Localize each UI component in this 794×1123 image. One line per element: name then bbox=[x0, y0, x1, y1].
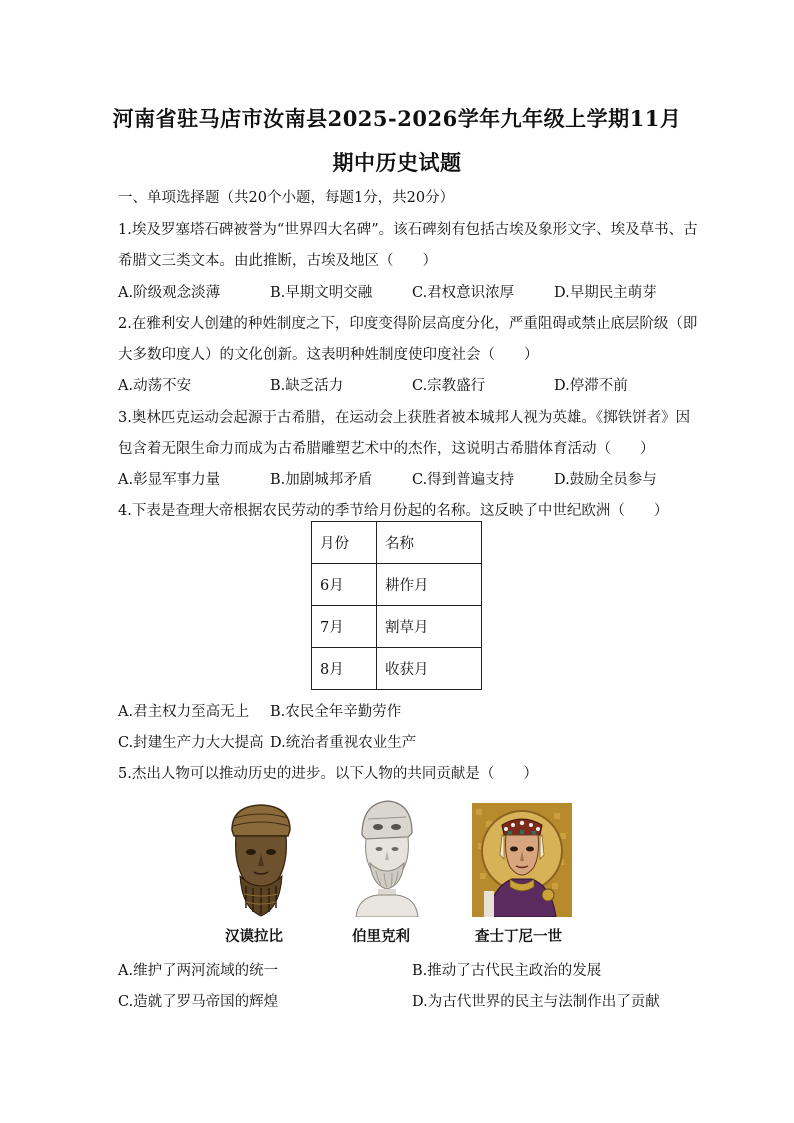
q1-stem-line1: 1.埃及罗塞塔石碑被誉为“世界四大名碑”。该石碑刻有包括古埃及象形文字、埃及草书、古 bbox=[118, 222, 698, 238]
justinian-mosaic-image bbox=[472, 803, 572, 917]
q1-option-c: C.君权意识浓厚 bbox=[412, 285, 515, 301]
table-cell: 收获月 bbox=[377, 648, 482, 690]
q4-option-b: B.农民全年辛勤劳作 bbox=[270, 704, 402, 720]
table-header-row bbox=[312, 522, 482, 564]
q2-option-b: B.缺乏活力 bbox=[270, 378, 344, 394]
q5-option-a: A.维护了两河流域的统一 bbox=[118, 963, 279, 979]
table-row bbox=[312, 648, 482, 690]
table-cell: 耕作月 bbox=[377, 564, 482, 606]
q1-option-a: A.阶级观念淡薄 bbox=[118, 285, 221, 301]
caption-pericles: 伯里克利 bbox=[352, 929, 410, 945]
q2-option-d: D.停滞不前 bbox=[554, 378, 628, 394]
table-header-cell: 月份 bbox=[312, 522, 377, 564]
q2-option-a: A.动荡不安 bbox=[118, 378, 192, 394]
caption-hammurabi: 汉谟拉比 bbox=[225, 929, 283, 945]
q4-month-table bbox=[311, 521, 482, 690]
q3-option-a: A.彰显军事力量 bbox=[118, 472, 221, 488]
table-cell: 8月 bbox=[312, 648, 377, 690]
q3-option-b: B.加剧城邦矛盾 bbox=[270, 472, 373, 488]
q1-option-b: B.早期文明交融 bbox=[270, 285, 373, 301]
hammurabi-bust-image bbox=[222, 800, 300, 918]
pericles-bust-image bbox=[348, 797, 424, 917]
table-row bbox=[312, 564, 482, 606]
doc-title-line1: 河南省驻马店市汝南县2025-2026学年九年级上学期11月 bbox=[112, 106, 682, 131]
q5-option-c: C.造就了罗马帝国的辉煌 bbox=[118, 994, 279, 1010]
section-heading: 一、单项选择题（共20个小题，每题1分，共20分） bbox=[118, 190, 455, 206]
table-cell: 6月 bbox=[312, 564, 377, 606]
q5-stem-line1: 5.杰出人物可以推动历史的进步。以下人物的共同贡献是（ ） bbox=[118, 766, 538, 782]
q2-stem-line2: 大多数印度人）的文化创新。这表明种姓制度使印度社会（ ） bbox=[118, 347, 539, 363]
q3-option-d: D.鼓励全员参与 bbox=[554, 472, 657, 488]
q4-option-c: C.封建生产力大大提高 bbox=[118, 735, 264, 751]
caption-justinian: 查士丁尼一世 bbox=[475, 929, 562, 945]
table-header-cell: 名称 bbox=[377, 522, 482, 564]
q1-option-d: D.早期民主萌芽 bbox=[554, 285, 657, 301]
q3-option-c: C.得到普遍支持 bbox=[412, 472, 515, 488]
q3-stem-line1: 3.奥林匹克运动会起源于古希腊，在运动会上获胜者被本城邦人视为英雄。《掷铁饼者》因 bbox=[118, 410, 691, 426]
table-cell: 7月 bbox=[312, 606, 377, 648]
q4-stem-line1: 4.下表是查理大帝根据农民劳动的季节给月份起的名称。这反映了中世纪欧洲（ ） bbox=[118, 503, 669, 519]
table-row bbox=[312, 606, 482, 648]
q4-option-d: D.统治者重视农业生产 bbox=[270, 735, 417, 751]
q5-option-b: B.推动了古代民主政治的发展 bbox=[412, 963, 602, 979]
q4-option-a: A.君主权力至高无上 bbox=[118, 704, 250, 720]
q2-stem-line1: 2.在雅利安人创建的种姓制度之下，印度变得阶层高度分化，严重阻碍或禁止底层阶级（即 bbox=[118, 316, 698, 332]
q5-option-d: D.为古代世界的民主与法制作出了贡献 bbox=[412, 994, 660, 1010]
table-cell: 割草月 bbox=[377, 606, 482, 648]
doc-title-line2: 期中历史试题 bbox=[332, 150, 462, 175]
q2-option-c: C.宗教盛行 bbox=[412, 378, 486, 394]
q3-stem-line2: 包含着无限生命力而成为古希腊雕塑艺术中的杰作，这说明古希腊体育活动（ ） bbox=[118, 441, 655, 457]
q1-stem-line2: 希腊文三类文本。由此推断，古埃及地区（ ） bbox=[118, 253, 437, 269]
